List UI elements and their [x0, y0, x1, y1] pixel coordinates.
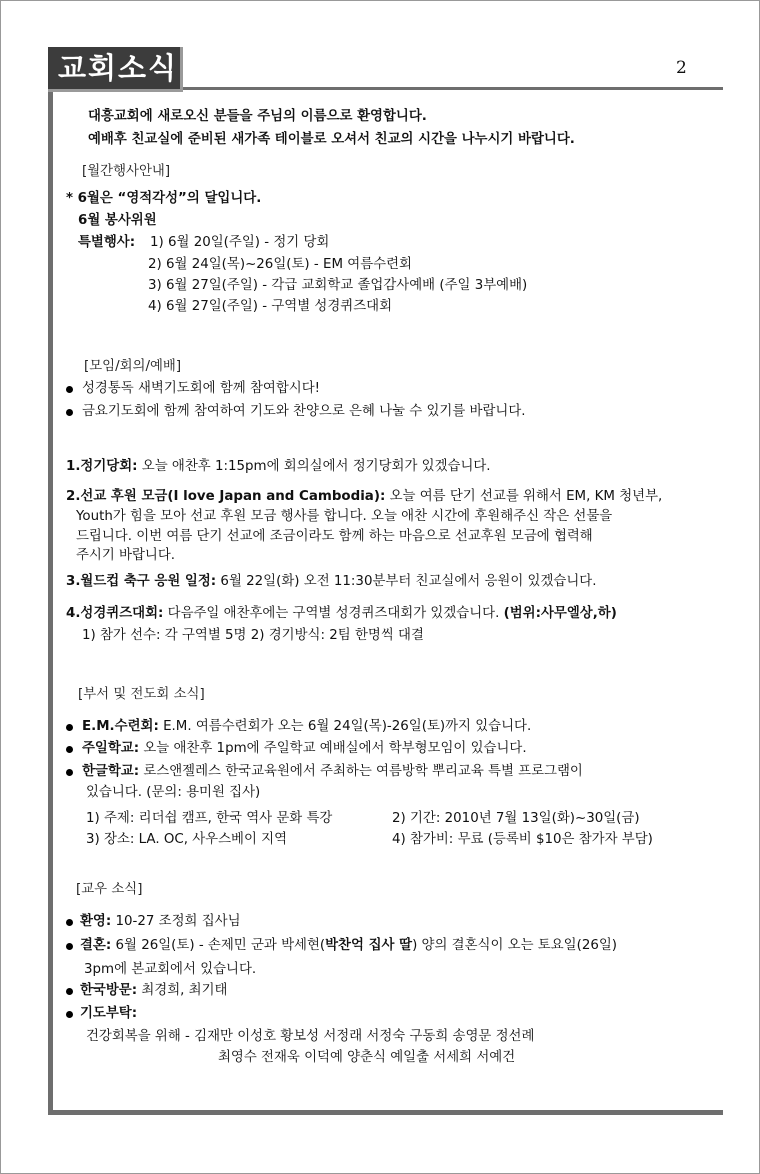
notice-2-label: 2.선교 후원 모금(I love Japan and Cambodia):: [66, 489, 386, 504]
page-number: 2: [676, 58, 687, 78]
dept-korean-text: 로스앤젤레스 한국교육원에서 주최하는 여름방학 뿌리교육 특별 프로그램이: [139, 764, 583, 779]
notice-2-text: 오늘 여름 단기 선교를 위해서 EM, KM 청년부,: [385, 489, 663, 504]
dept-detail-2a: 3) 장소: LA. OC, 사우스베이 지역: [86, 832, 288, 847]
notice-1-label: 1.정기당회:: [66, 459, 138, 474]
month-theme: * 6월은 “영적각성”의 달입니다.: [66, 191, 262, 206]
monthly-heading: [월간행사안내]: [82, 164, 171, 179]
meeting-bullet: 성경통독 새벽기도회에 함께 참여합시다!: [82, 381, 321, 396]
dept-em-label: E.M.수련회:: [82, 719, 159, 734]
notice-3: [66, 573, 596, 591]
bullet-icon: [66, 386, 73, 393]
page-title: 교회소식: [58, 51, 179, 85]
notice-2: [66, 488, 662, 506]
dept-sunday-text: 오늘 애찬후 1pm에 주일학교 예배실에서 학부형모임이 있습니다.: [139, 741, 527, 756]
committee-label: 6월 봉사위원: [78, 213, 157, 228]
notice-4-label: 4.성경퀴즈대회:: [66, 606, 164, 621]
event-item: 1) 6월 20일(주일) - 정기 당회: [150, 235, 330, 250]
prayer-line-2: 최영수 전재욱 이덕예 양춘식 예일출 서세희 서예건: [218, 1050, 516, 1065]
bullet-icon: [66, 943, 73, 950]
bullet-icon: [66, 988, 73, 995]
member-visit-text: 최경희, 최기태: [137, 983, 228, 998]
member-wedding-text: 6월 26일(토) - 손제민 군과 박세현(: [111, 938, 326, 953]
bullet-icon: [66, 746, 73, 753]
welcome-line-1: 대흥교회에 새로오신 분들을 주님의 이름으로 환영합니다.: [88, 109, 427, 124]
dept-detail-1b: 2) 기간: 2010년 7월 13일(화)~30일(금): [392, 811, 640, 826]
dept-detail-2b: 4) 참가비: 무료 (등록비 $10은 참가자 부담): [392, 832, 653, 847]
prayer-line-1: 건강회복을 위해 - 김재만 이성호 황보성 서정래 서정숙 구동희 송영문 정선례: [86, 1029, 535, 1044]
dept-korean-school: [82, 763, 583, 781]
notice-4-details: 1) 참가 선수: 각 구역별 5명 2) 경기방식: 2팀 한명씩 대결: [82, 628, 424, 643]
dept-em-text: E.M. 여름수련회가 오는 6월 24일(목)-26일(토)까지 있습니다.: [158, 719, 532, 734]
notice-3-text: 6월 22일(화) 오전 11:30분부터 친교실에서 응원이 있겠습니다.: [216, 574, 597, 589]
section-title-tab: [48, 47, 183, 92]
departments-heading: [부서 및 전도회 소식]: [78, 687, 205, 702]
member-visit-label: 한국방문:: [80, 983, 138, 998]
member-wedding-label: 결혼:: [80, 938, 112, 953]
member-welcome: [80, 913, 241, 931]
notice-2-line-4: 주시기 바랍니다.: [76, 548, 176, 563]
header-rule: [180, 87, 723, 90]
member-welcome-label: 환영:: [80, 914, 112, 929]
dept-sunday-school: [82, 740, 527, 758]
special-events-label: 특별행사:: [78, 235, 136, 250]
event-item: 3) 6월 27일(주일) - 각급 교회학교 졸업감사예배 (주일 3부예배): [148, 278, 528, 293]
event-item: 2) 6월 24일(목)~26일(토) - EM 여름수련회: [148, 257, 412, 272]
bullet-icon: [66, 1011, 73, 1018]
notice-2-line-3: 드립니다. 이번 여름 단기 선교에 조금이라도 함께 하는 마음으로 선교후원 모금에 협력해: [76, 529, 593, 544]
notice-4: [66, 605, 617, 623]
notice-1-text: 오늘 애찬후 1:15pm에 회의실에서 정기당회가 있겠습니다.: [137, 459, 491, 474]
member-welcome-text: 10-27 조정희 집사님: [111, 914, 241, 929]
dept-sunday-label: 주일학교:: [82, 741, 140, 756]
notice-4-scope: (범위:사무엘상,하): [503, 606, 617, 621]
welcome-line-2: 예배후 친교실에 준비된 새가족 테이블로 오셔서 친교의 시간을 나누시기 바랍니다.: [88, 132, 575, 147]
dept-korean-label: 한글학교:: [82, 764, 140, 779]
bullet-icon: [66, 409, 73, 416]
dept-em: [82, 718, 531, 736]
dept-detail-1a: 1) 주제: 리더쉽 캠프, 한국 역사 문화 특강: [86, 811, 333, 826]
member-wedding-text-2: ) 양의 결혼식이 오는 토요일(26일): [412, 938, 618, 953]
meeting-bullet: 금요기도회에 함께 참여하여 기도와 찬양으로 은혜 나눌 수 있기를 바랍니다.: [82, 404, 526, 419]
meetings-heading: [모임/회의/예배]: [84, 359, 182, 374]
member-wedding-line-2: 3pm에 본교회에서 있습니다.: [84, 962, 257, 977]
member-wedding-parent: 박찬억 집사 딸: [325, 938, 413, 953]
members-heading: [교우 소식]: [76, 882, 143, 897]
bullet-icon: [66, 724, 73, 731]
member-wedding: [80, 937, 617, 955]
bullet-icon: [66, 919, 73, 926]
bullet-icon: [66, 769, 73, 776]
notice-4-text: 다음주일 애찬후에는 구역별 성경퀴즈대회가 있겠습니다.: [163, 606, 504, 621]
event-item: 4) 6월 27일(주일) - 구역별 성경퀴즈대회: [148, 299, 393, 314]
member-visit: [80, 982, 228, 1000]
notice-1: [66, 458, 491, 476]
notice-3-label: 3.월드컵 축구 응원 일정:: [66, 574, 217, 589]
notice-2-line-2: Youth가 힘을 모아 선교 후원 모금 행사를 합니다. 오늘 애찬 시간에 후원해주신 작은 선물을: [76, 509, 613, 524]
prayer-label: 기도부탁:: [80, 1006, 138, 1021]
dept-korean-line-2: 있습니다. (문의: 용미원 집사): [86, 785, 261, 800]
